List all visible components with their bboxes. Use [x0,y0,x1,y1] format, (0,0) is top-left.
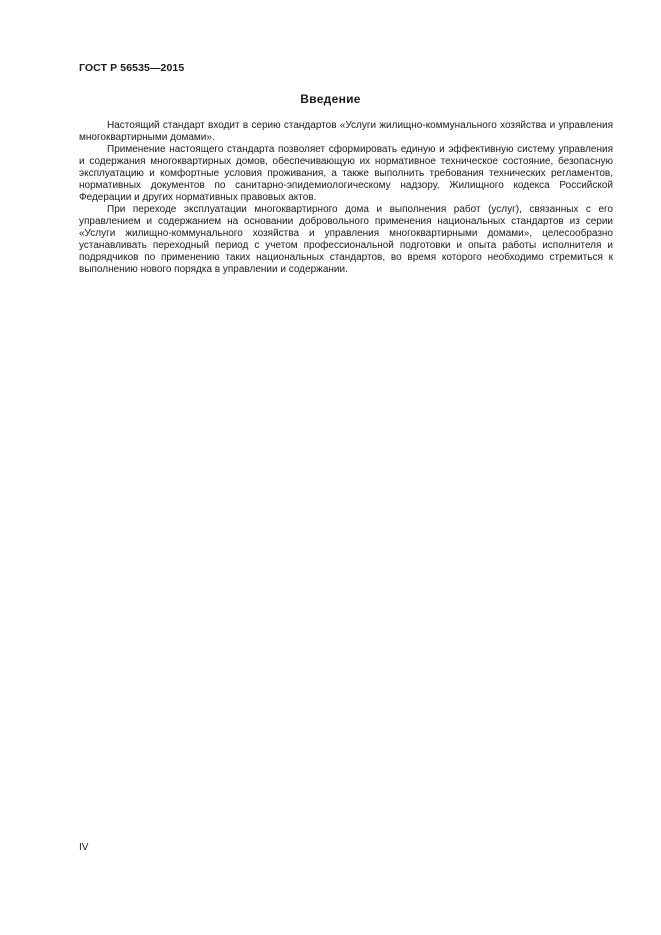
introduction-text [79,120,613,276]
page-number: IV [79,842,89,853]
document-code: ГОСТ Р 56535—2015 [79,62,185,74]
paragraph-3: При переходе эксплуатации многоквартирного дома и выполнения работ (услуг), связанных с его управлением и содержанием на основании добровольного применения национальных стандартов из серии «Услуги жилищно-коммунального хозяйства и управления многоквартирными домами», целесообразно устанавливать переходный период с учетом профессиональной подготовки и опыта работы исполнителя и подрядчиков по применению таких национальных стандартов, во время которого необходимо стремиться к выполнению нового порядка в управлении и содержании. [79,204,613,275]
section-title: Введение [300,92,361,106]
paragraph-2: Применение настоящего стандарта позволяет сформировать единую и эффективную систему управления и содержания многоквартирных домов, обеспечивающую их нормативное техническое состояние, безопасную эксплуатацию и комфортные условия проживания, а также выполнить требования технических регламентов, нормативных документов по санитарно-эпидемиологическому надзору, Жилищного кодекса Российской Федерации и других нормативных правовых актов. [79,144,613,203]
paragraph-1: Настоящий стандарт входит в серию стандартов «Услуги жилищно-коммунального хозяйства и управления многоквартирными домами». [79,120,613,143]
